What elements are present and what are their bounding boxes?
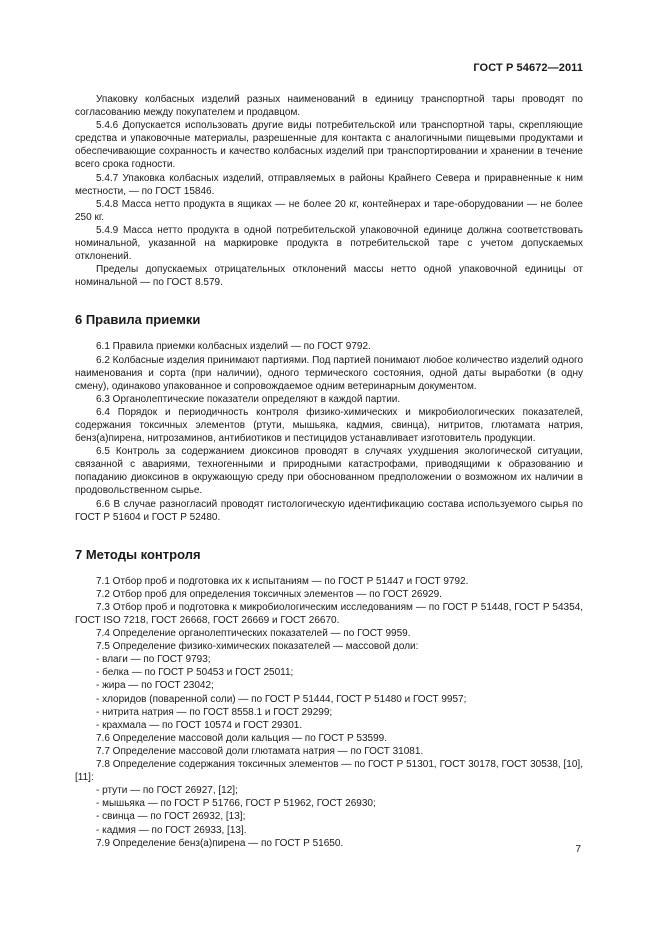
- document-body: [75, 93, 583, 850]
- list-item: - нитрита натрия — по ГОСТ 8558.1 и ГОСТ 29299;: [96, 706, 333, 718]
- page-number: 7: [575, 844, 581, 855]
- paragraph: 5.4.9 Масса нетто продукта в одной потребительской упаковочной единице должна соответствовать номинальной, указанной на маркировке продукта в потребительской таре с учетом допускаемых отклонений.: [75, 224, 583, 263]
- paragraph: 6.1 Правила приемки колбасных изделий — по ГОСТ 9792.: [96, 341, 371, 353]
- paragraph: 7.1 Отбор проб и подготовка их к испытаниям — по ГОСТ Р 51447 и ГОСТ 9792.: [96, 575, 469, 587]
- paragraph: 7.4 Определение органолептических показателей — по ГОСТ 9959.: [96, 628, 411, 640]
- paragraph: 7.8 Определение содержания токсичных элементов — по ГОСТ Р 51301, ГОСТ 30178, ГОСТ 30538, [10], [11]:: [75, 759, 583, 784]
- paragraph: Упаковку колбасных изделий разных наименований в единицу транспортной тары проводят по согласованию между покупателем и продавцом.: [75, 94, 583, 119]
- paragraph: 7.3 Отбор проб и подготовка к микробиологическим исследованиям — по ГОСТ Р 51448, ГОСТ Р 54354, ГОСТ ISO 7218, ГОСТ 26668, ГОСТ 26669 и ГОСТ 26670.: [75, 601, 583, 626]
- paragraph: 5.4.6 Допускается использовать другие виды потребительской или транспортной тары, скрепляющие средства и упаковочные материалы, разрешенные для контакта с аналогичными пищевыми продуктами и обеспечивающие сохранность и качество колбасных изделий при транспортировании и хранении в течение всего срока годности.: [75, 120, 583, 171]
- paragraph: 5.4.7 Упаковка колбасных изделий, отправляемых в районы Крайнего Севера и приравненные к ним местности, — по ГОСТ 15846.: [75, 172, 583, 197]
- list-item: - мышьяка — по ГОСТ Р 51766, ГОСТ Р 51962, ГОСТ 26930;: [96, 798, 376, 810]
- paragraph: 7.7 Определение массовой доли глютамата натрия — по ГОСТ 31081.: [96, 745, 424, 757]
- list-item: - кадмия — по ГОСТ 26933, [13].: [96, 824, 247, 836]
- list-item: - хлоридов (поваренной соли) — по ГОСТ Р 51444, ГОСТ Р 51480 и ГОСТ 9957;: [96, 693, 467, 705]
- list-item: - влаги — по ГОСТ 9793;: [96, 654, 211, 666]
- paragraph: 5.4.8 Масса нетто продукта в ящиках — не более 20 кг, контейнерах и таре-оборудовании — не более 250 кг.: [75, 198, 583, 223]
- paragraph: 7.9 Определение бенз(а)пирена — по ГОСТ Р 51650.: [96, 837, 344, 849]
- paragraph: Пределы допускаемых отрицательных отклонений массы нетто одной упаковочной единицы от номинальной — по ГОСТ 8.579.: [75, 264, 583, 289]
- paragraph: 6.3 Органолептические показатели определяют в каждой партии.: [96, 393, 401, 405]
- list-item: - крахмала — по ГОСТ 10574 и ГОСТ 29301.: [96, 719, 303, 731]
- paragraph: 7.6 Определение массовой доли кальция — по ГОСТ Р 53599.: [96, 732, 387, 744]
- paragraph: 6.4 Порядок и периодичность контроля физико-химических и микробиологических показателей, содержания токсичных элементов (ртути, мышьяка, кадмия, свинца), нитритов, глютамата натрия, бенз(а)пирена, нитрозаминов, антибиотиков и пестицидов устанавливает изготовитель продукции.: [75, 406, 583, 445]
- paragraph: 6.2 Колбасные изделия принимают партиями. Под партией понимают любое количество изделий одного наименования и сорта (при наличии), одного термического состояния, одной даты выработки (в одну смену), одинаково упакованное и сопровождаемое одним ветеринарным документом.: [75, 354, 583, 392]
- paragraph: 7.2 Отбор проб для определения токсичных элементов — по ГОСТ 26929.: [96, 588, 442, 600]
- page-header: ГОСТ Р 54672—2011: [473, 62, 583, 74]
- paragraph: 6.5 Контроль за содержанием диоксинов проводят в случаях ухудшения экологической ситуации, связанной с авариями, техногенными и природными катастрофами, приводящими к образованию и попаданию диоксинов в окружающую среду при обоснованном предположении о возможном их наличии в продовольственном сырье.: [75, 446, 583, 497]
- list-item: - ртути — по ГОСТ 26927, [12];: [96, 785, 238, 797]
- list-item: - белка — по ГОСТ Р 50453 и ГОСТ 25011;: [96, 667, 294, 679]
- section-7-heading: 7 Методы контроля: [75, 546, 201, 562]
- list-item: - жира — по ГОСТ 23042;: [96, 680, 214, 692]
- paragraph: 7.5 Определение физико-химических показателей — массовой доли:: [96, 641, 419, 653]
- paragraph: 6.6 В случае разногласий проводят гистологическую идентификацию состава используемого сырья по ГОСТ Р 51604 и ГОСТ Р 52480.: [75, 498, 583, 523]
- list-item: - свинца — по ГОСТ 26932, [13];: [96, 811, 246, 823]
- section-6-heading: 6 Правила приемки: [75, 312, 201, 328]
